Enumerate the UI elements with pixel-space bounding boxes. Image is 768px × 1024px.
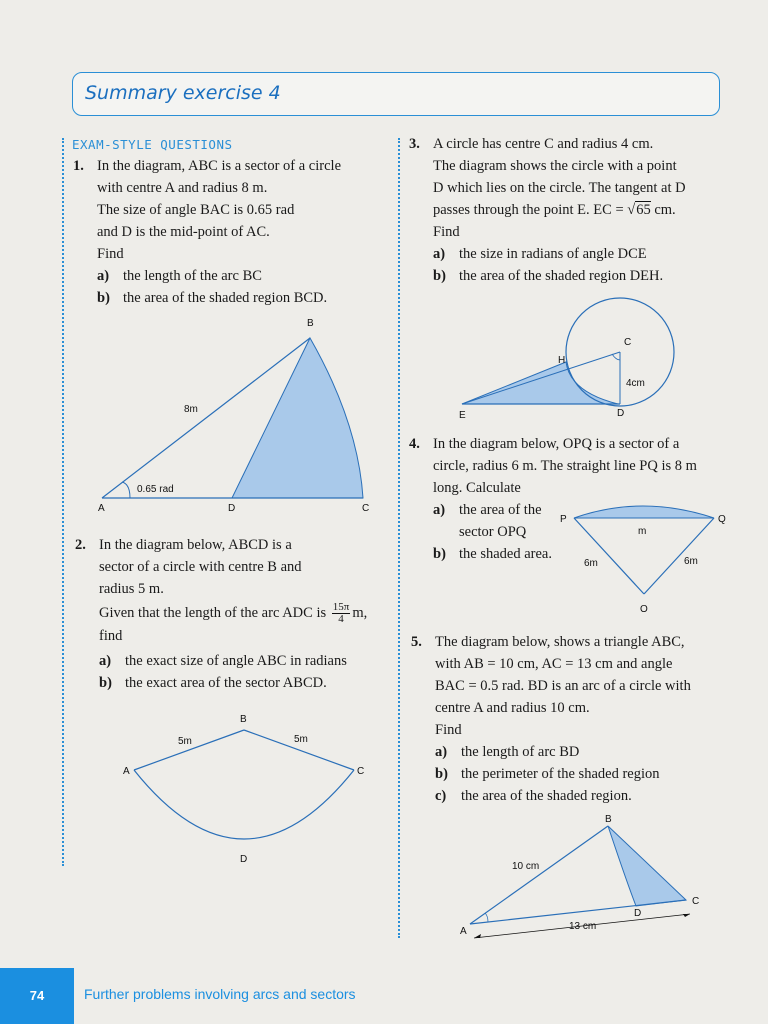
question-text-line: BAC = 0.5 rad. BD is an arc of a circle with	[435, 678, 691, 694]
label-b: B	[605, 814, 612, 825]
label-a: A	[98, 503, 105, 514]
question-part	[433, 265, 733, 287]
part-text: the size in radians of angle DCE	[459, 246, 647, 262]
part-text: the area of the shaded region BCD.	[123, 290, 328, 306]
question-text-line: In the diagram, ABC is a sector of a circle	[97, 158, 342, 174]
line-prefix: passes through the point E. EC =	[433, 202, 624, 218]
arrowhead-right	[683, 914, 690, 917]
question-text-line: In the diagram below, ABCD is a	[99, 537, 292, 553]
angle-mark	[612, 354, 620, 360]
question-text-line: centre A and radius 10 cm.	[435, 700, 590, 716]
label-d: D	[228, 503, 236, 514]
part-label: a)	[433, 502, 446, 518]
radius-op	[574, 518, 647, 594]
sector-diagram-q2	[110, 708, 380, 868]
part-label: a)	[97, 268, 110, 284]
question-number: 2.	[75, 537, 86, 553]
question-part	[435, 763, 735, 785]
question-2	[75, 534, 389, 694]
right-column-divider	[398, 138, 400, 938]
label-a: A	[123, 766, 130, 777]
arc-adc	[134, 770, 354, 839]
part-label: c)	[435, 788, 447, 804]
part-text: the exact size of angle ABC in radians	[125, 653, 347, 670]
fraction	[332, 602, 351, 625]
question-text-line: passes through the point E. EC = √65 cm.	[433, 202, 676, 218]
question-text-line: Find	[433, 224, 460, 240]
label-o: O	[640, 604, 648, 615]
label-angle: 0.65 rad	[137, 484, 174, 495]
question-text-line: with AB = 10 cm, AC = 13 cm and angle	[435, 656, 673, 672]
part-label: a)	[433, 246, 446, 262]
question-text-line: Find	[97, 246, 124, 262]
label-radius: 8m	[184, 404, 198, 415]
label-left-radius: 6m	[584, 558, 598, 569]
part-label: b)	[99, 675, 112, 692]
shaded-region-bcd	[232, 338, 363, 498]
triangle-diagram-q5	[454, 812, 704, 942]
fraction-denominator: 4	[338, 613, 344, 626]
label-d: D	[617, 408, 625, 419]
part-text: the length of the arc BC	[123, 268, 262, 284]
question-part	[97, 287, 387, 309]
label-ab: 10 cm	[512, 861, 540, 872]
question-5	[411, 631, 735, 807]
label-b: B	[240, 714, 247, 725]
question-number: 3.	[409, 136, 420, 152]
label-ac: 13 cm	[569, 921, 597, 932]
question-number: 1.	[73, 158, 84, 174]
section-label: EXAM-STYLE QUESTIONS	[72, 137, 233, 152]
sqrt-value: 65	[636, 202, 651, 218]
part-label: a)	[99, 653, 112, 670]
fraction-numerator: 15π	[332, 601, 350, 614]
question-given-line	[99, 602, 389, 625]
part-text: the perimeter of the shaded region	[461, 766, 660, 782]
part-label: b)	[435, 766, 448, 782]
part-text: the area of the shaded region.	[461, 788, 632, 804]
shaded-segment	[574, 506, 714, 518]
label-c: C	[692, 896, 700, 907]
title-box	[72, 72, 720, 116]
part-text: the exact area of the sector ABCD.	[125, 675, 327, 692]
label-q: Q	[718, 514, 726, 525]
question-text-line: Find	[435, 722, 462, 738]
label-p: P	[560, 514, 567, 525]
question-3	[409, 133, 733, 287]
question-text-line: D which lies on the circle. The tangent at D	[433, 180, 686, 196]
question-part	[99, 650, 389, 672]
question-part	[99, 672, 389, 694]
angle-arc	[122, 482, 130, 498]
label-chord: m	[638, 526, 647, 537]
question-text-line: radius 5 m.	[99, 581, 164, 597]
shaded-region-deh	[462, 362, 618, 404]
question-text-line: with centre A and radius 8 m.	[97, 180, 268, 196]
given-prefix: Given that the length of the arc ADC is	[99, 605, 327, 621]
part-text: the length of arc BD	[461, 744, 580, 760]
label-radius: 4cm	[626, 378, 645, 389]
part-label: b)	[97, 290, 110, 306]
sector-diagram-q4	[556, 494, 736, 618]
question-text-line: and D is the mid-point of AC.	[97, 224, 270, 240]
question-text-line: A circle has centre C and radius 4 cm.	[433, 136, 654, 152]
question-text-line: sector of a circle with centre B and	[99, 559, 302, 575]
label-c: C	[357, 766, 365, 777]
label-d: D	[634, 908, 642, 919]
question-text-line: The diagram shows the circle with a point	[433, 158, 677, 174]
arrowhead-left	[474, 934, 481, 938]
question-part	[433, 243, 733, 265]
footer-chapter-title: Further problems involving arcs and sectors	[84, 986, 356, 1002]
label-h: H	[558, 355, 566, 366]
question-text-line: The size of angle BAC is 0.65 rad	[97, 202, 295, 218]
part-label: b)	[433, 268, 446, 284]
question-text-line: The diagram below, shows a triangle ABC,	[435, 634, 685, 650]
shaded-region-bdc	[608, 826, 686, 906]
sector-diagram-q1	[90, 312, 390, 522]
circle-tangent-diagram-q3	[450, 296, 690, 426]
line-suffix: cm.	[654, 202, 676, 218]
question-part	[435, 785, 735, 807]
part-label: b)	[433, 546, 446, 562]
given-suffix: m,	[352, 605, 368, 621]
label-d: D	[240, 854, 248, 865]
part-text: the area of the	[459, 502, 542, 518]
question-text-line: find	[99, 628, 123, 645]
question-part	[435, 741, 735, 763]
left-column-divider	[62, 138, 64, 866]
part-text: the area of the shaded region DEH.	[459, 268, 664, 284]
question-1	[73, 155, 387, 309]
page-title: Summary exercise 4	[85, 82, 281, 104]
label-a: A	[460, 926, 467, 937]
label-right-radius: 5m	[294, 734, 308, 745]
angle-mark	[485, 913, 488, 922]
label-e: E	[459, 410, 466, 421]
part-text: sector OPQ	[459, 524, 527, 540]
question-text-line: In the diagram below, OPQ is a sector of a	[433, 436, 680, 452]
question-text-line: circle, radius 6 m. The straight line PQ is 8 m	[433, 458, 697, 474]
radius-oq	[644, 518, 714, 594]
question-number: 5.	[411, 634, 422, 650]
label-left-radius: 5m	[178, 736, 192, 747]
page-number: 74	[29, 988, 45, 1003]
question-part	[97, 265, 387, 287]
part-label: a)	[435, 744, 448, 760]
label-right-radius: 6m	[684, 556, 698, 567]
question-text-line: long. Calculate	[433, 480, 521, 496]
label-c: C	[362, 503, 370, 514]
part-text: the shaded area.	[459, 546, 552, 562]
side-ab	[470, 826, 608, 924]
question-number: 4.	[409, 436, 420, 452]
label-c: C	[624, 337, 632, 348]
label-b: B	[307, 318, 314, 329]
